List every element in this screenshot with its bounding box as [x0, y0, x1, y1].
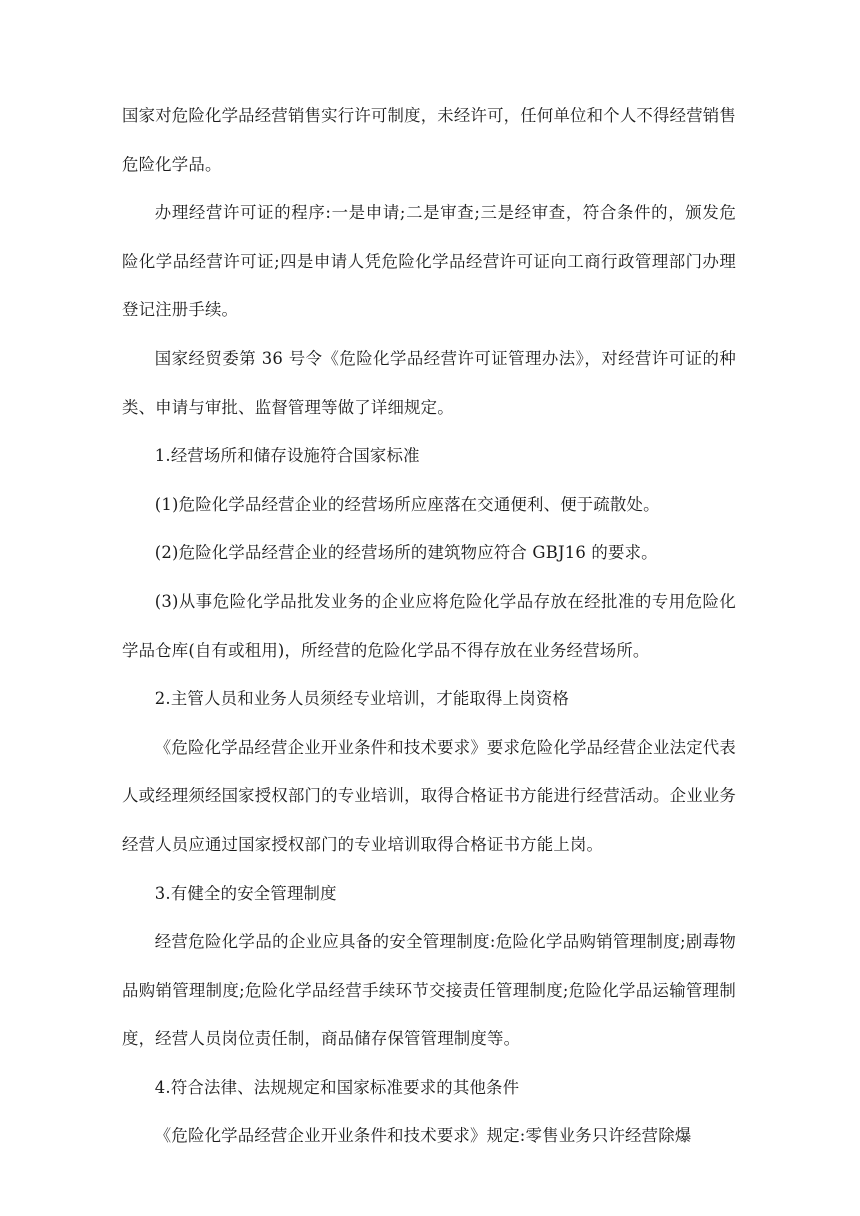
paragraph-license-system: 国家对危险化学品经营销售实行许可制度，未经许可，任何单位和个人不得经营销售危险化学品。 [122, 106, 736, 174]
list-item-1-1: (1)危险化学品经营企业的经营场所应座落在交通便利、便于疏散处。 [154, 494, 660, 514]
document-body [122, 92, 736, 1161]
paragraph-retail-rules: 《危险化学品经营企业开业条件和技术要求》规定:零售业务只许经营除爆 [154, 1126, 692, 1146]
paragraph-order-36: 国家经贸委第 36 号令《危险化学品经营许可证管理办法》，对经营许可证的种类、申请与审批、监督管理等做了详细规定。 [122, 348, 736, 417]
list-item-1-3: (3)从事危险化学品批发业务的企业应将危险化学品存放在经批准的专用危险化学品仓库(自有或租用)，所经营的危险化学品不得存放在业务经营场所。 [122, 591, 736, 660]
paragraph-license-procedure: 办理经营许可证的程序:一是申请;二是审查;三是经审查，符合条件的，颁发危险化学品经营许可证;四是申请人凭危险化学品经营许可证向工商行政管理部门办理登记注册手续。 [122, 203, 736, 320]
list-item-1-2: (2)危险化学品经营企业的经营场所的建筑物应符合 GBJ16 的要求。 [154, 543, 658, 563]
section-heading-1: 1.经营场所和储存设施符合国家标准 [154, 446, 420, 466]
section-heading-2: 2.主管人员和业务人员须经专业培训，才能取得上岗资格 [154, 689, 570, 709]
section-heading-3: 3.有健全的安全管理制度 [154, 883, 337, 903]
section-heading-4: 4.符合法律、法规规定和国家标准要求的其他条件 [154, 1077, 520, 1097]
paragraph-training: 《危险化学品经营企业开业条件和技术要求》要求危险化学品经营企业法定代表人或经理须经国家授权部门的专业培训，取得合格证书方能进行经营活动。企业业务经营人员应通过国家授权部门的专业培训取得合格证书方能上岗。 [122, 737, 736, 854]
paragraph-safety-rules: 经营危险化学品的企业应具备的安全管理制度:危险化学品购销管理制度;剧毒物品购销管理制度;危险化学品经营手续环节交接责任管理制度;危险化学品运输管理制度，经营人员岗位责任制，商品储存保管管理制度等。 [122, 932, 736, 1049]
